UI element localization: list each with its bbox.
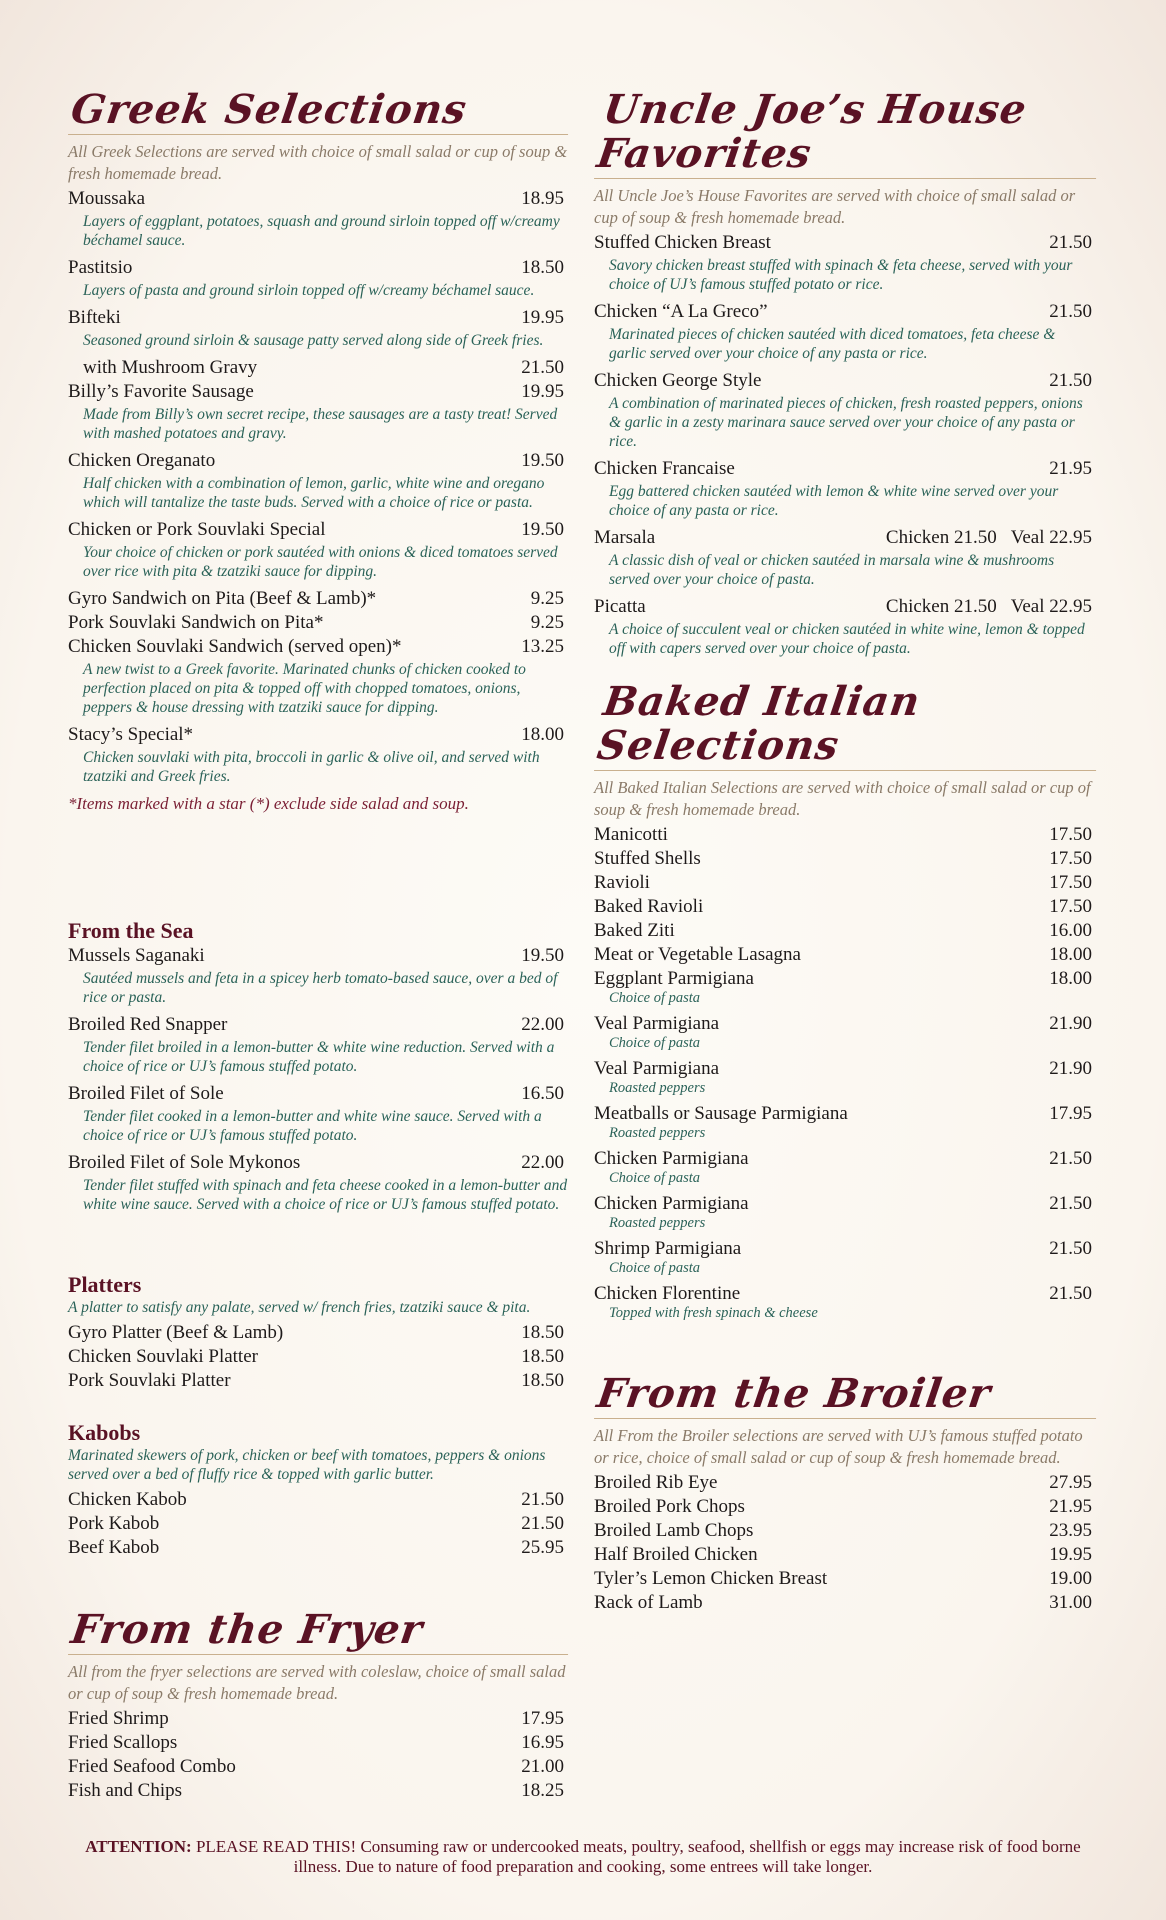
menu-item-price: 21.50 (1049, 1193, 1092, 1214)
broiler-section (594, 1372, 1096, 1615)
section-title: Greek Selections (68, 88, 575, 135)
menu-item (594, 1519, 1096, 1543)
menu-item (68, 1321, 568, 1345)
attention-label: ATTENTION: (85, 1837, 192, 1856)
menu-item-row (594, 457, 1096, 481)
menu-item-name: Mussels Saganaki (68, 945, 205, 966)
menu-item-name: Chicken Parmigiana (594, 1148, 749, 1169)
section-title: From the Fryer (68, 1608, 575, 1655)
menu-item (594, 1192, 1096, 1233)
menu-item-variant-row (68, 356, 568, 380)
menu-item-description: Tender filet cooked in a lemon-butter and white wine sauce. Served with a choice of rice or UJ’s famous stuffed potato. (83, 1108, 542, 1144)
menu-item (68, 256, 568, 300)
menu-item-price: 21.50 (1049, 1238, 1092, 1259)
menu-item (594, 1567, 1096, 1591)
menu-item (594, 1543, 1096, 1567)
menu-item (594, 1147, 1096, 1188)
menu-item-row (594, 1192, 1096, 1216)
menu-item-row (594, 871, 1096, 895)
menu-item-price: 18.00 (521, 724, 564, 745)
menu-item (68, 723, 568, 786)
menu-item-description: A combination of marinated pieces of chicken, fresh roasted peppers, onions & garlic in a zesty marinara sauce served over your choice of any pasta or rice. (609, 395, 1083, 450)
menu-item-name: Chicken George Style (594, 370, 762, 391)
menu-item-price: 17.95 (1049, 1103, 1092, 1124)
menu-item (594, 1012, 1096, 1053)
menu-item-name: Manicotti (594, 824, 668, 845)
menu-item-price: 18.50 (521, 1370, 564, 1391)
menu-item-description: Choice of pasta (609, 1260, 701, 1276)
menu-item-name: Moussaka (68, 188, 146, 209)
menu-item (594, 823, 1096, 847)
menu-item-price: 17.50 (1049, 848, 1092, 869)
menu-item-row (68, 1707, 568, 1731)
menu-item-name: Stacy’s Special* (68, 724, 194, 745)
menu-item-row (68, 1779, 568, 1803)
chicken-price: Chicken 21.50 (885, 596, 997, 617)
menu-item-price: 19.50 (521, 450, 564, 471)
menu-item-row (68, 611, 568, 635)
section-intro: All Greek Selections are served with choice of small salad or cup of soup & fresh homemade bread. (68, 142, 568, 183)
sea-section (68, 918, 568, 1220)
menu-item (594, 1237, 1096, 1278)
menu-item-price: 19.50 (521, 945, 564, 966)
menu-item-description: A classic dish of veal or chicken sautéed in marsala wine & mushrooms served over your choice of pasta. (609, 552, 1055, 588)
menu-item-row (594, 967, 1096, 991)
variant-name: with Mushroom Gravy (83, 357, 258, 378)
menu-item-row (594, 1012, 1096, 1036)
menu-item (594, 1471, 1096, 1495)
menu-item-price: 17.95 (521, 1708, 564, 1729)
menu-item-price: 9.25 (530, 588, 564, 609)
menu-item-description: A new twist to a Greek favorite. Marinated chunks of chicken cooked to perfection placed on pita & topped off with chopped tomatoes, onions, peppers & house dressing with tzatziki sauce for dipping. (83, 661, 526, 716)
menu-item (68, 1082, 568, 1145)
menu-item-row (68, 1151, 568, 1175)
menu-item-price: 16.00 (1049, 920, 1092, 941)
menu-item-row (68, 449, 568, 473)
menu-item (68, 518, 568, 581)
attention-text: PLEASE READ THIS! Consuming raw or undercooked meats, poultry, seafood, shellfish or eggs may increase risk of food borne illness. Due to nature of food preparation and cooking, some entrees will take longer. (195, 1837, 1081, 1876)
menu-item-row (68, 1013, 568, 1037)
menu-item (594, 1591, 1096, 1615)
menu-item-price: 19.00 (1049, 1568, 1092, 1589)
menu-item (68, 944, 568, 1007)
menu-item-name: Baked Ravioli (594, 896, 704, 917)
menu-item (68, 1536, 568, 1560)
menu-item-price: 19.95 (521, 381, 564, 402)
menu-item-name: Gyro Sandwich on Pita (Beef & Lamb)* (68, 588, 377, 609)
menu-item-row (594, 1102, 1096, 1126)
menu-item-name: Pastitsio (68, 257, 133, 278)
menu-item-description: Half chicken with a combination of lemon, garlic, white wine and oregano which will tantalize the taste buds. Served with a choice of rice or pasta. (83, 475, 545, 511)
menu-item-row (594, 1591, 1096, 1615)
menu-item-name: Chicken Oreganato (68, 450, 216, 471)
menu-item-price: 18.00 (1049, 944, 1092, 965)
menu-item-name: Meat or Vegetable Lasagna (594, 944, 801, 965)
menu-item-row (68, 723, 568, 747)
menu-item-name: Half Broiled Chicken (594, 1544, 758, 1565)
menu-item-name: Picatta (594, 596, 646, 617)
menu-item-price: 22.00 (521, 1014, 564, 1035)
menu-item-price: 18.25 (521, 1780, 564, 1801)
menu-item-price: 18.95 (521, 188, 564, 209)
menu-item-description: Choice of pasta (609, 1035, 701, 1051)
menu-item-price (886, 595, 1096, 619)
menu-item-name: Pork Souvlaki Sandwich on Pita* (68, 612, 324, 633)
menu-item (68, 1755, 568, 1779)
menu-item-price: 25.95 (521, 1537, 564, 1558)
menu-item-description: Chicken souvlaki with pita, broccoli in garlic & olive oil, and served with tzatziki and Greek fries. (83, 749, 540, 785)
menu-item-price: 21.90 (1049, 1013, 1092, 1034)
menu-item-row (68, 1082, 568, 1106)
menu-item-row (594, 1057, 1096, 1081)
menu-item-name: Fried Scallops (68, 1732, 178, 1753)
menu-item-row (594, 231, 1096, 255)
section-intro: All From the Broiler selections are served with UJ’s famous stuffed potato or rice, choice of small salad or cup of soup & fresh homemade bread. (594, 1426, 1083, 1467)
menu-item-description: Sautéed mussels and feta in a spicey herb tomato-based sauce, over a bed of rice or pasta. (83, 970, 558, 1006)
section-title: From the Sea (68, 918, 194, 943)
menu-item-row (68, 587, 568, 611)
menu-item-row (594, 1519, 1096, 1543)
menu-item-description: Egg battered chicken sautéed with lemon & white wine served over your choice of any pasta or rice. (609, 483, 1059, 519)
menu-item-row (68, 256, 568, 280)
menu-item-price: 21.95 (1049, 458, 1092, 479)
menu-item-price (886, 526, 1096, 550)
menu-item-price: 21.00 (521, 1756, 564, 1777)
menu-item-price: 23.95 (1049, 1520, 1092, 1541)
menu-item-name: Chicken Souvlaki Sandwich (served open)* (68, 636, 402, 657)
menu-item-name: Ravioli (594, 872, 650, 893)
menu-item (594, 847, 1096, 871)
platters-section (68, 1272, 568, 1393)
menu-item-price: 18.50 (521, 1322, 564, 1343)
menu-item-description: Roasted peppers (609, 1215, 706, 1231)
menu-item-row (594, 1147, 1096, 1171)
menu-item (68, 1345, 568, 1369)
menu-item-name: Chicken Parmigiana (594, 1193, 749, 1214)
menu-item (594, 526, 1096, 589)
menu-item-row (594, 369, 1096, 393)
menu-item-row (594, 1543, 1096, 1567)
menu-item-row (68, 1321, 568, 1345)
menu-item-name: Broiled Pork Chops (594, 1496, 745, 1517)
menu-item (68, 1369, 568, 1393)
menu-item (68, 306, 568, 380)
menu-item-price: 21.50 (1049, 232, 1092, 253)
menu-item (594, 943, 1096, 967)
menu-item-name: Broiled Filet of Sole Mykonos (68, 1152, 301, 1173)
menu-item-name: Pork Souvlaki Platter (68, 1370, 231, 1391)
menu-item (68, 635, 568, 717)
menu-item (594, 1282, 1096, 1323)
menu-item-name: Broiled Lamb Chops (594, 1520, 754, 1541)
menu-item-name: Chicken “A La Greco” (594, 301, 768, 322)
star-note: *Items marked with a star (*) exclude side salad and soup. (68, 794, 469, 813)
menu-item (68, 187, 568, 250)
menu-item (68, 1488, 568, 1512)
menu-item-name: Stuffed Chicken Breast (594, 232, 771, 253)
house-favorites-section (594, 88, 1096, 664)
menu-item-description: Seasoned ground sirloin & sausage patty served along side of Greek fries. (83, 332, 544, 349)
menu-item-row (594, 526, 1096, 550)
section-title: Kabobs (68, 1420, 141, 1445)
menu-item-row (68, 1731, 568, 1755)
menu-item-row (68, 1369, 568, 1393)
menu-item-name: Fish and Chips (68, 1780, 183, 1801)
menu-item (68, 1731, 568, 1755)
menu-item-description: Layers of pasta and ground sirloin topped off w/creamy béchamel sauce. (83, 282, 535, 299)
greek-section (68, 88, 568, 831)
menu-item (594, 871, 1096, 895)
menu-item-name: Gyro Platter (Beef & Lamb) (68, 1322, 284, 1343)
menu-item-row (68, 944, 568, 968)
section-intro: A platter to satisfy any palate, served w/ french fries, tzatziki sauce & pita. (68, 1299, 531, 1316)
menu-item-name: Fried Shrimp (68, 1708, 169, 1729)
menu-item-description: Marinated pieces of chicken sautéed with diced tomatoes, feta cheese & garlic served over your choice of any pasta or rice. (609, 326, 1056, 362)
menu-item-row (594, 1237, 1096, 1261)
menu-item-name: Shrimp Parmigiana (594, 1238, 742, 1259)
section-intro: All from the fryer selections are served with coleslaw, choice of small salad or cup of soup & fresh homemade bread. (68, 1662, 566, 1703)
section-title: Baked Italian Selections (594, 680, 1109, 771)
menu-item (594, 369, 1096, 451)
menu-item-row (594, 1495, 1096, 1519)
menu-item-price: 21.50 (1049, 370, 1092, 391)
menu-item (594, 300, 1096, 363)
menu-item (68, 1512, 568, 1536)
section-intro: Marinated skewers of pork, chicken or beef with tomatoes, peppers & onions served over a bed of fluffy rice & topped with garlic butter. (68, 1447, 546, 1483)
menu-item-row (68, 380, 568, 404)
section-intro: All Uncle Joe’s House Favorites are served with choice of small salad or cup of soup & fresh homemade bread. (594, 186, 1076, 227)
menu-item-price: 13.25 (521, 636, 564, 657)
menu-item (594, 457, 1096, 520)
menu-item-row (594, 1567, 1096, 1591)
menu-item-description: Tender filet broiled in a lemon-butter & white wine reduction. Served with a choice of rice or UJ’s famous stuffed potato. (83, 1039, 555, 1075)
menu-item (594, 1495, 1096, 1519)
menu-item-row (68, 1488, 568, 1512)
menu-item-description: Roasted peppers (609, 1080, 706, 1096)
menu-item-row (594, 895, 1096, 919)
menu-item-name: Broiled Red Snapper (68, 1014, 228, 1035)
veal-price: Veal 22.95 (1010, 527, 1092, 548)
menu-item-row (594, 1471, 1096, 1495)
kabobs-section (68, 1420, 568, 1560)
menu-item-price: 17.50 (1049, 896, 1092, 917)
menu-item-description: Savory chicken breast stuffed with spinach & feta cheese, served with your choice of UJ’s famous stuffed potato or rice. (609, 257, 1073, 293)
menu-item-row (594, 919, 1096, 943)
menu-item-description: Tender filet stuffed with spinach and feta cheese cooked in a lemon-butter and white wine sauce. Served with a choice of rice or UJ’s famous stuffed potato. (83, 1177, 568, 1213)
menu-item-row (594, 823, 1096, 847)
menu-item (594, 919, 1096, 943)
menu-item-name: Meatballs or Sausage Parmigiana (594, 1103, 848, 1124)
menu-item-row (68, 635, 568, 659)
menu-item (68, 611, 568, 635)
menu-item-row (594, 300, 1096, 324)
menu-item (68, 587, 568, 611)
baked-italian-section (594, 680, 1096, 1327)
menu-item-name: Billy’s Favorite Sausage (68, 381, 254, 402)
menu-item-price: 22.00 (521, 1152, 564, 1173)
menu-item-name: Chicken or Pork Souvlaki Special (68, 519, 326, 540)
section-title: From the Broiler (594, 1372, 1103, 1419)
menu-item-price: 27.95 (1049, 1472, 1092, 1493)
menu-item (68, 1151, 568, 1214)
menu-item (68, 380, 568, 443)
menu-item-price: 16.95 (521, 1732, 564, 1753)
menu-item (594, 1102, 1096, 1143)
menu-item-name: Rack of Lamb (594, 1592, 703, 1613)
menu-item-description: Topped with fresh spinach & cheese (609, 1305, 818, 1321)
menu-item-description: Layers of eggplant, potatoes, squash and ground sirloin topped off w/creamy béchamel sauce. (83, 213, 560, 249)
menu-item-price: 21.50 (1049, 301, 1092, 322)
menu-item-row (594, 943, 1096, 967)
menu-item-price: 21.50 (521, 1489, 564, 1510)
menu-item-price: 9.25 (530, 612, 564, 633)
menu-item-row (594, 595, 1096, 619)
menu-item-row (68, 1755, 568, 1779)
menu-item-description: Choice of pasta (609, 990, 701, 1006)
menu-item-name: Veal Parmigiana (594, 1013, 720, 1034)
menu-item-price: 18.50 (521, 1346, 564, 1367)
menu-item-name: Marsala (594, 527, 656, 548)
section-title: Platters (68, 1272, 142, 1297)
menu-item-name: Veal Parmigiana (594, 1058, 720, 1079)
menu-item-row (68, 306, 568, 330)
menu-item-description: Roasted peppers (609, 1125, 706, 1141)
menu-item-name: Broiled Rib Eye (594, 1472, 718, 1493)
menu-item-price: 31.00 (1049, 1592, 1092, 1613)
menu-item-name: Chicken Kabob (68, 1489, 187, 1510)
menu-item-price: 19.95 (521, 307, 564, 328)
menu-item-row (68, 518, 568, 542)
menu-item-price: 16.50 (521, 1083, 564, 1104)
menu-item (68, 1707, 568, 1731)
menu-item-row (68, 1512, 568, 1536)
fryer-section (68, 1608, 568, 1803)
menu-item-row (68, 1345, 568, 1369)
menu-item (594, 595, 1096, 658)
menu-item-name: Bifteki (68, 307, 121, 328)
menu-item (68, 449, 568, 512)
menu-item-name: Tyler’s Lemon Chicken Breast (594, 1568, 828, 1589)
menu-item-row (68, 1536, 568, 1560)
menu-item (68, 1013, 568, 1076)
veal-price: Veal 22.95 (1010, 596, 1092, 617)
menu-item-row (68, 187, 568, 211)
menu-item (594, 1057, 1096, 1098)
menu-item-name: Eggplant Parmigiana (594, 968, 754, 989)
menu-item-price: 18.50 (521, 257, 564, 278)
chicken-price: Chicken 21.50 (885, 527, 997, 548)
variant-price: 21.50 (521, 357, 564, 378)
menu-item-row (594, 847, 1096, 871)
menu-item-price: 21.90 (1049, 1058, 1092, 1079)
menu-item-description: Your choice of chicken or pork sautéed with onions & diced tomatoes served over rice with pita & tzatziki sauce for dipping. (83, 544, 558, 580)
section-intro: All Baked Italian Selections are served with choice of small salad or cup of soup & fresh homemade bread. (594, 778, 1091, 819)
menu-item-name: Chicken Francaise (594, 458, 735, 479)
menu-item-description: A choice of succulent veal or chicken sautéed in white wine, lemon & topped off with capers served over your choice of pasta. (609, 621, 1085, 657)
menu-item-price: 19.50 (521, 519, 564, 540)
menu-item-name: Chicken Florentine (594, 1283, 741, 1304)
attention-notice (60, 1837, 1106, 1877)
menu-item (594, 967, 1096, 1008)
menu-item-price: 21.50 (521, 1513, 564, 1534)
section-title: Uncle Joe’s House Favorites (594, 88, 1109, 179)
menu-item-price: 19.95 (1049, 1544, 1092, 1565)
menu-item-price: 17.50 (1049, 872, 1092, 893)
menu-item-name: Chicken Souvlaki Platter (68, 1346, 258, 1367)
menu-item-name: Pork Kabob (68, 1513, 160, 1534)
menu-item-name: Beef Kabob (68, 1537, 160, 1558)
menu-item-name: Stuffed Shells (594, 848, 701, 869)
menu-item (594, 231, 1096, 294)
menu-item-name: Broiled Filet of Sole (68, 1083, 224, 1104)
menu-item (68, 1779, 568, 1803)
menu-item-description: Made from Billy’s own secret recipe, these sausages are a tasty treat! Served with mashed potatoes and gravy. (83, 406, 558, 442)
menu-item-price: 21.50 (1049, 1283, 1092, 1304)
menu-item-name: Fried Seafood Combo (68, 1756, 236, 1777)
menu-item-row (594, 1282, 1096, 1306)
menu-item-description: Choice of pasta (609, 1170, 701, 1186)
menu-item-name: Baked Ziti (594, 920, 675, 941)
menu-item-price: 21.50 (1049, 1148, 1092, 1169)
menu-item-price: 18.00 (1049, 968, 1092, 989)
menu-item-price: 17.50 (1049, 824, 1092, 845)
menu-item (594, 895, 1096, 919)
menu-item-price: 21.95 (1049, 1496, 1092, 1517)
